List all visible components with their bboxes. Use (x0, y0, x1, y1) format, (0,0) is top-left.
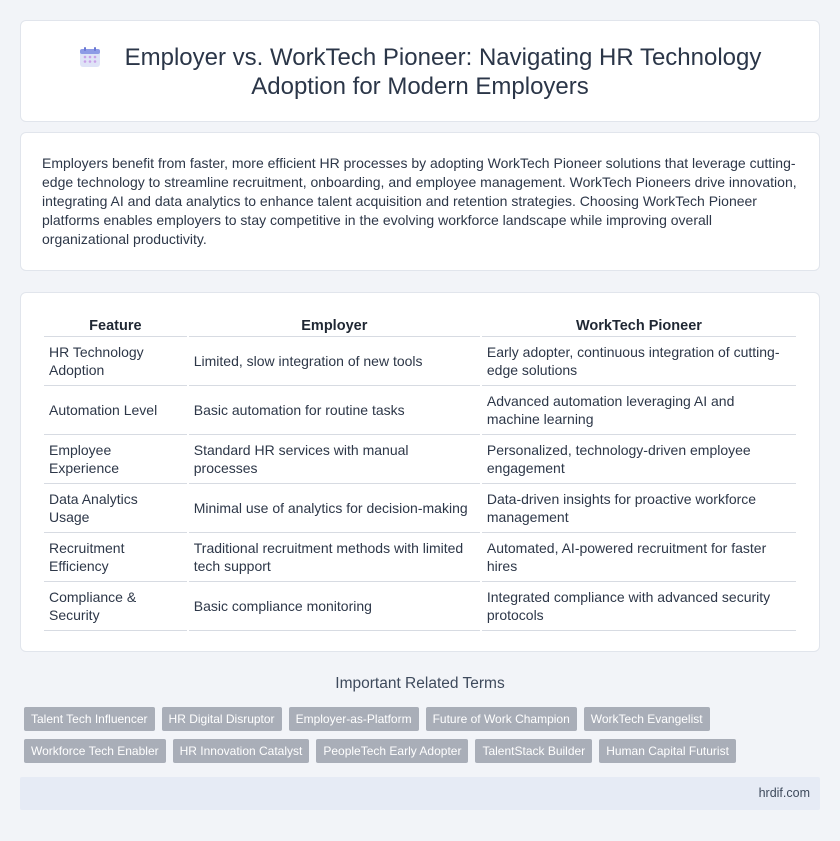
term-tag[interactable]: Workforce Tech Enabler (24, 739, 166, 763)
term-tag[interactable]: HR Digital Disruptor (162, 707, 282, 731)
cell-feature: Compliance & Security (44, 582, 187, 631)
term-tag[interactable]: TalentStack Builder (475, 739, 592, 763)
table-row (44, 582, 796, 631)
term-tag[interactable]: WorkTech Evangelist (584, 707, 710, 731)
table-row (44, 386, 796, 435)
calendar-icon (79, 46, 101, 68)
related-terms-row (24, 707, 824, 731)
cell-pioneer: Automated, AI-powered recruitment for faster hires (482, 533, 796, 582)
header-employer: Employer (189, 315, 480, 337)
term-tag[interactable]: Future of Work Champion (426, 707, 577, 731)
term-tag[interactable]: PeopleTech Early Adopter (316, 739, 468, 763)
comparison-table (42, 315, 798, 631)
related-terms-row (24, 739, 824, 763)
comparison-card (20, 292, 820, 652)
cell-pioneer: Early adopter, continuous integration of cutting-edge solutions (482, 337, 796, 386)
term-tag[interactable]: Human Capital Futurist (599, 739, 736, 763)
term-tag[interactable]: Employer-as-Platform (289, 707, 419, 731)
term-tag[interactable]: HR Innovation Catalyst (173, 739, 310, 763)
cell-feature: HR Technology Adoption (44, 337, 187, 386)
table-row (44, 337, 796, 386)
term-tag[interactable]: Talent Tech Influencer (24, 707, 155, 731)
table-row (44, 484, 796, 533)
cell-pioneer: Data-driven insights for proactive workforce management (482, 484, 796, 533)
cell-pioneer: Advanced automation leveraging AI and machine learning (482, 386, 796, 435)
cell-employer: Basic compliance monitoring (189, 582, 480, 631)
cell-feature: Automation Level (44, 386, 187, 435)
header-feature: Feature (44, 315, 187, 337)
footer-site[interactable]: hrdif.com (758, 786, 810, 800)
title-line-2: Adoption for Modern Employers (251, 73, 589, 100)
intro-card (20, 132, 820, 271)
table-row (44, 533, 796, 582)
cell-employer: Limited, slow integration of new tools (189, 337, 480, 386)
cell-feature: Data Analytics Usage (44, 484, 187, 533)
cell-pioneer: Integrated compliance with advanced security protocols (482, 582, 796, 631)
cell-employer: Basic automation for routine tasks (189, 386, 480, 435)
header-worktech-pioneer: WorkTech Pioneer (482, 315, 796, 337)
cell-feature: Recruitment Efficiency (44, 533, 187, 582)
table-header-row (44, 315, 796, 337)
cell-pioneer: Personalized, technology-driven employee engagement (482, 435, 796, 484)
cell-employer: Minimal use of analytics for decision-making (189, 484, 480, 533)
title-card (20, 20, 820, 122)
related-terms (24, 707, 824, 771)
cell-employer: Traditional recruitment methods with limited tech support (189, 533, 480, 582)
intro-paragraph: Employers benefit from faster, more efficient HR processes by adopting WorkTech Pioneer solutions that leverage cutting-edge technology to streamline recruitment, onboarding, and employee management. WorkTech Pioneers drive innovation, integrating AI and data analytics to enhance talent acquisition and retention strategies. Choosing WorkTech Pioneer platforms enables employers to stay competitive in the evolving workforce landscape while improving overall organizational productivity. (42, 155, 797, 247)
footer (20, 777, 820, 810)
cell-employer: Standard HR services with manual processes (189, 435, 480, 484)
page-title (21, 43, 819, 101)
related-terms-title: Important Related Terms (335, 675, 505, 692)
table-row (44, 435, 796, 484)
cell-feature: Employee Experience (44, 435, 187, 484)
title-line-1: Employer vs. WorkTech Pioneer: Navigating HR Technology (124, 44, 762, 71)
